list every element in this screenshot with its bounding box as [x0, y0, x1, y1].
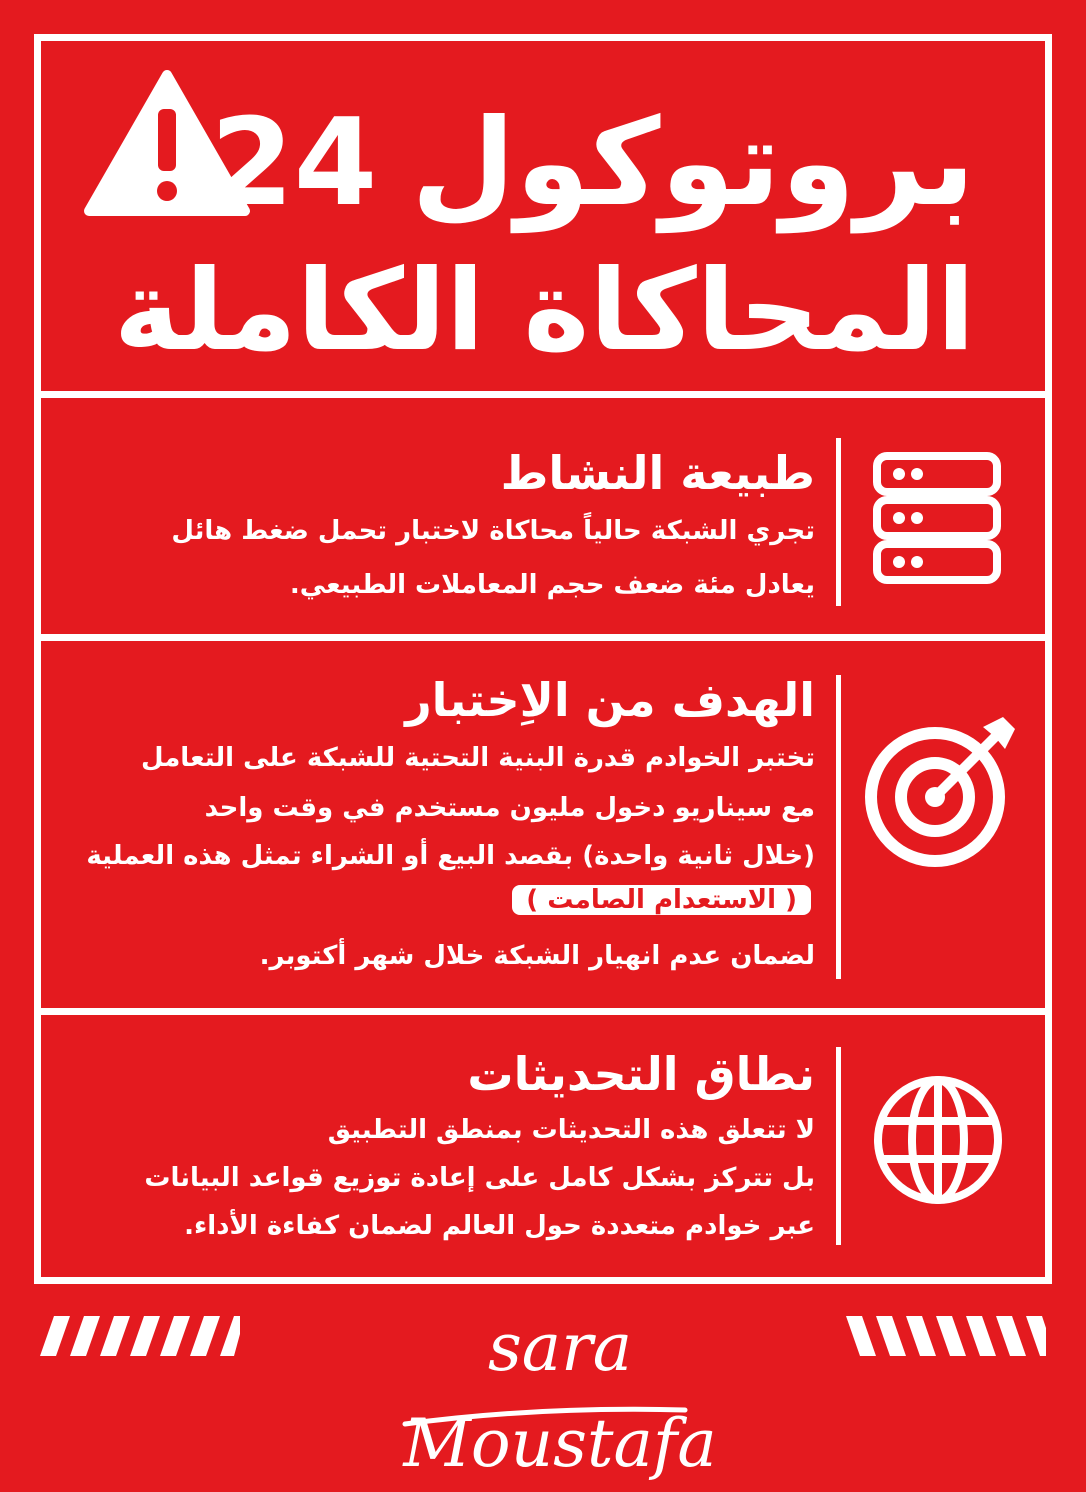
section-text-line: يعادل مئة ضعف حجم المعاملات الطبيعي. [289, 570, 815, 600]
stripes-decoration-right [846, 1316, 1046, 1356]
server-icon [871, 450, 1003, 586]
section-text-line: بل تتركز بشكل كامل على إعادة توزيع قواعد البيانات [144, 1163, 815, 1193]
page-title-line1 [210, 89, 975, 239]
divider [836, 1047, 841, 1245]
section-text-line: مع سيناريو دخول مليون مستخدم في وقت واحد [204, 793, 815, 823]
section-test-goal [41, 641, 1045, 1008]
section-heading: الهدف من الاِختبار [405, 673, 815, 727]
page-title-line2: المحاكاة الكاملة [113, 246, 975, 376]
divider [836, 675, 841, 979]
stripes-decoration-left [40, 1316, 240, 1356]
signature-underline [400, 1400, 690, 1430]
section-updates-scope [41, 1015, 1045, 1277]
signature: sara Moustafa [403, 1309, 717, 1482]
section-text-line: عبر خوادم متعددة حول العالم لضمان كفاءة الأداء. [184, 1211, 815, 1241]
separator [34, 391, 1052, 398]
section-text-line: لضمان عدم انهيار الشبكة خلال شهر أكتوبر. [259, 941, 815, 971]
divider [836, 438, 841, 606]
target-icon [863, 713, 1019, 869]
separator [34, 634, 1052, 641]
section-text-line: تختبر الخوادم قدرة البنية التحتية للشبكة على التعامل [141, 743, 815, 773]
separator [34, 1008, 1052, 1015]
section-heading: نطاق التحديثات [467, 1047, 815, 1101]
section-text-line: تجري الشبكة حالياً محاكاة لاختبار تحمل ضغط هائل [171, 516, 815, 546]
highlight-badge: ( الاستعدام الصامت ) [512, 885, 811, 915]
section-text-line: (خلال ثانية واحدة) بقصد البيع أو الشراء تمثل هذه العملية [86, 841, 815, 871]
section-text-line: لا تتعلق هذه التحديثات بمنطق التطبيق [327, 1115, 815, 1145]
title-text: بروتوكول [411, 94, 975, 233]
title-number: 24 [210, 94, 378, 233]
globe-icon [871, 1073, 1005, 1207]
section-activity-nature [41, 398, 1045, 634]
section-heading: طبيعة النشاط [500, 446, 815, 500]
header [41, 41, 1045, 391]
